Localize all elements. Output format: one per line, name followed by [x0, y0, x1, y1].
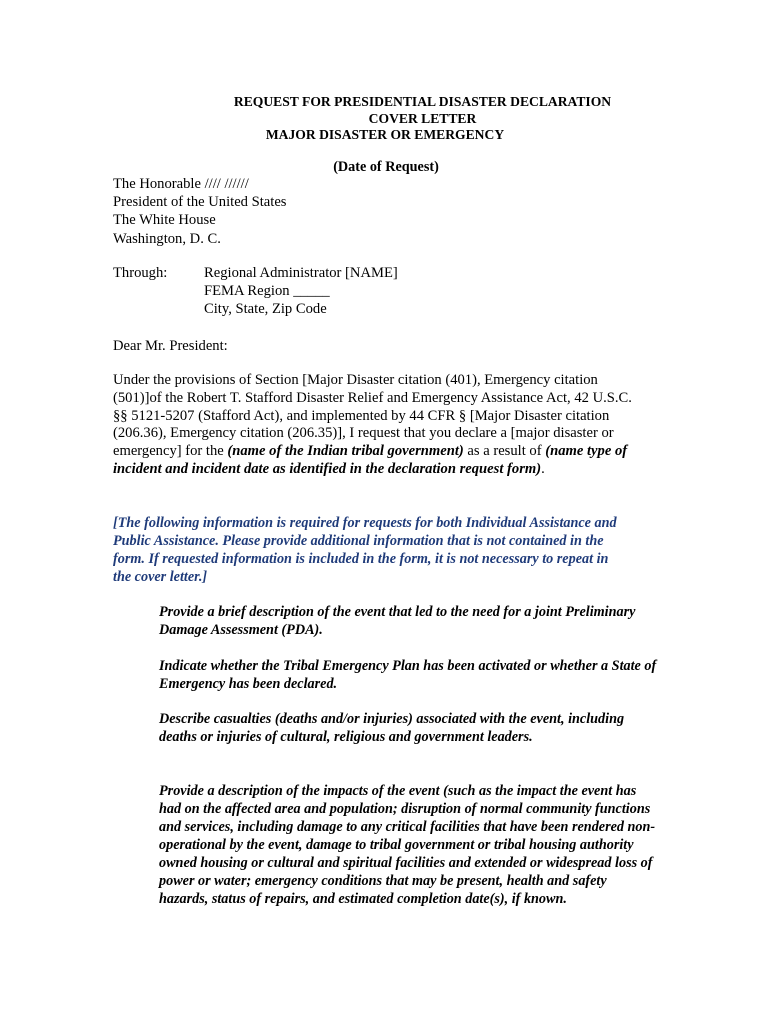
instruction-item	[159, 657, 659, 693]
recipient-address	[113, 175, 643, 248]
paragraph-text: .	[541, 460, 545, 477]
instruction-text: Describe casualties (deaths and/or injuries) associated with the event, including deaths or injuries of cultural, religious and government leaders.	[159, 711, 625, 745]
through-line: FEMA Region _____	[204, 283, 330, 300]
instruction-item	[159, 603, 659, 639]
address-line: The Honorable //// //////	[113, 176, 249, 192]
instruction-text: Provide a description of the impacts of the event (such as the impact the event has had on the affected area and population; disruption of normal community functions and services, including damage to any critical facilities that have been rendered non-operational by the event, damage to tribal government or tribal housing authority owned housing or cultural and spiritual facilities and extended or widespread loss of power or water; emergency conditions that may be present, health and safety hazards, status of repairs, and estimated completion date(s), if known.	[159, 783, 656, 907]
instruction-text: Provide a brief description of the event that led to the need for a joint Preliminary Damage Assessment (PDA).	[159, 604, 636, 638]
instruction-text: Indicate whether the Tribal Emergency Plan has been activated or whether a State of Emergency has been declared.	[159, 658, 657, 692]
request-paragraph	[113, 372, 643, 479]
through-label: Through:	[113, 265, 168, 281]
instruction-item	[159, 782, 659, 908]
through-lines	[204, 264, 398, 319]
salutation: Dear Mr. President:	[113, 338, 228, 354]
paragraph-text: as a result of	[463, 443, 546, 460]
header-line-1: REQUEST FOR PRESIDENTIAL DISASTER DECLARATION	[233, 94, 612, 109]
incident-placeholder: (name type of incident and incident date as identified in the declaration request form)	[113, 443, 628, 477]
paragraph-text: Under the provisions of Section [Major Disaster citation (401), Emergency citation (501)]of the Robert T. Stafford Disaster Relief and Emergency Assistance Act, 42 U.S.C. §§ 5121-5207 (Stafford Act), and implemented by 44 CFR § [Major Disaster citation (206.36), Emergency citation (206.35)], I request that you declare a [major disaster or emergency] for the	[113, 372, 632, 460]
instruction-note: [The following information is required for requests for both Individual Assistance and Public Assistance. Please provide additional information that is not contained in the form. If requested information is included in the form, it is not necessary to repeat in the cover letter.]	[113, 515, 617, 585]
date-of-request-text: (Date of Request)	[333, 159, 439, 175]
through-line: Regional Administrator [NAME]	[204, 265, 398, 281]
header-line-3: MAJOR DISASTER OR EMERGENCY	[265, 127, 505, 142]
date-of-request	[0, 158, 770, 176]
address-line: President of the United States	[113, 194, 287, 211]
through-line: City, State, Zip Code	[204, 301, 327, 318]
tribal-government-placeholder: (name of the Indian tribal government)	[227, 443, 464, 460]
document-header	[0, 94, 770, 144]
address-line: Washington, D. C.	[113, 230, 221, 247]
address-line: The White House	[113, 212, 216, 229]
instruction-item	[159, 710, 659, 746]
header-line-2: COVER LETTER	[368, 110, 477, 126]
